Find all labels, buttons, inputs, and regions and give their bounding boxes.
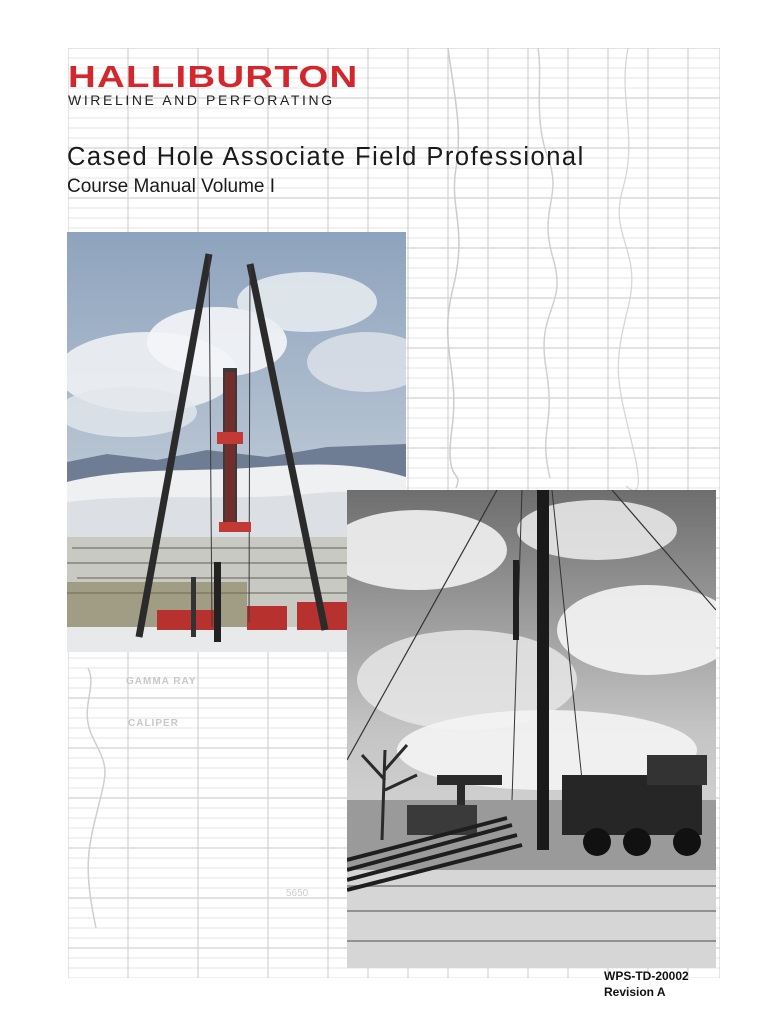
rig-photo-bw (347, 490, 716, 968)
halliburton-logo (68, 59, 359, 108)
log-trace-4 (618, 48, 638, 491)
log-trace-3 (538, 48, 557, 478)
log-label-gamma-ray: GAMMA RAY (126, 676, 197, 687)
document-info (604, 968, 689, 1000)
log-depth-label: 5650 (286, 888, 309, 899)
brand-subtitle: WIRELINE AND PERFORATING (68, 92, 335, 108)
page-subtitle: Course Manual Volume I (67, 176, 276, 197)
document-revision: Revision A (604, 985, 666, 999)
log-label-caliper: CALIPER (128, 718, 179, 729)
brand-name: HALLIBURTON (68, 59, 359, 94)
page-title: Cased Hole Associate Field Professional (67, 143, 585, 171)
document-number: WPS-TD-20002 (604, 969, 689, 983)
